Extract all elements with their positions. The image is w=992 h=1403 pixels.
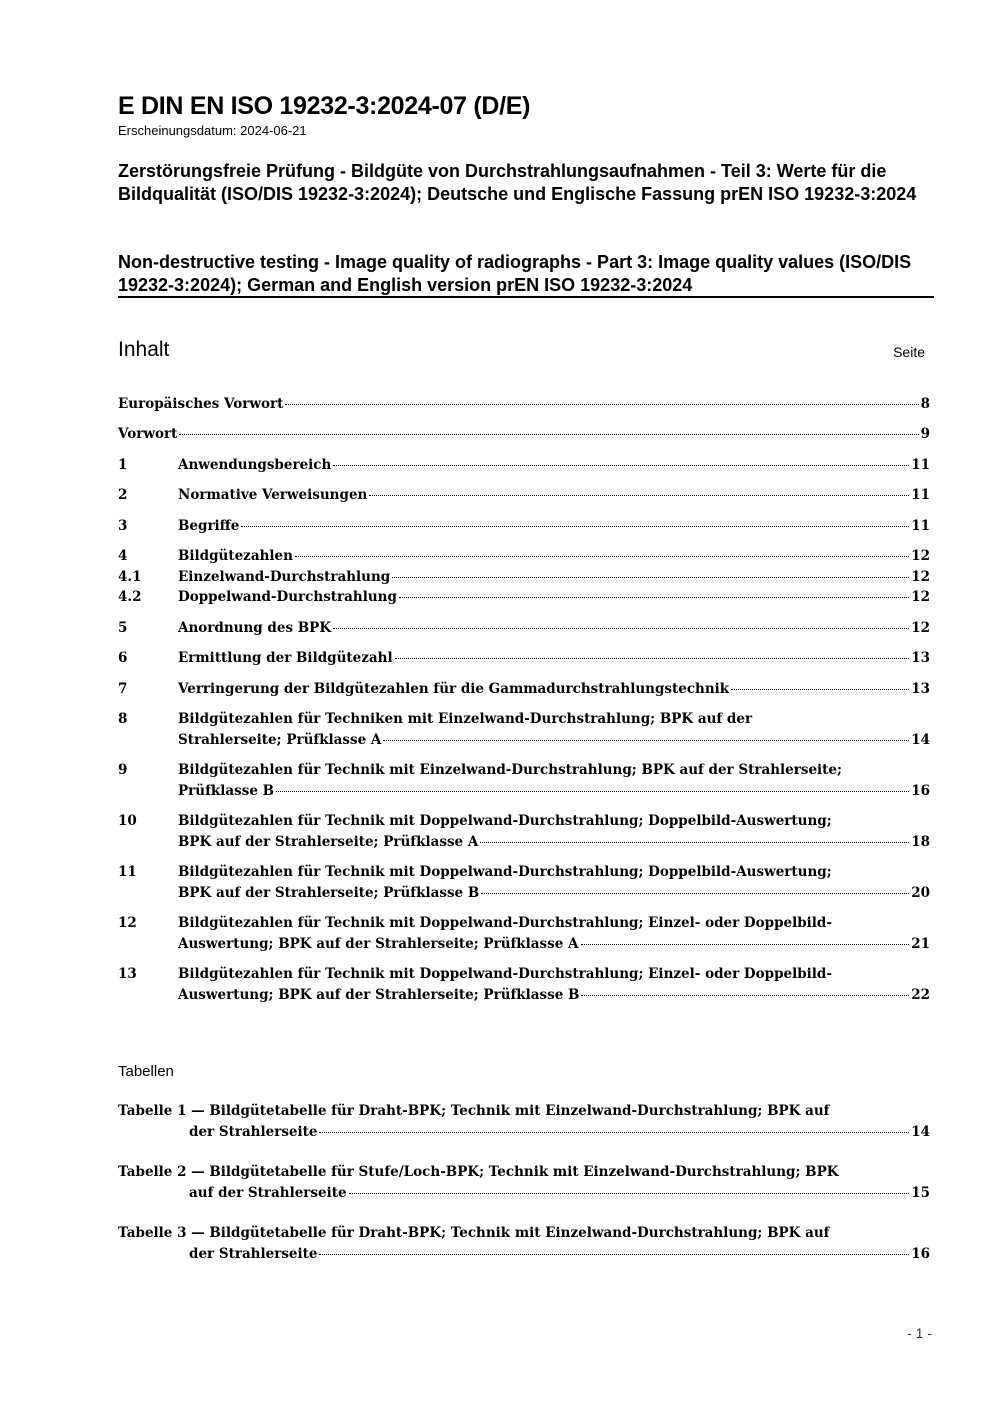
- toc-entry-title: Vorwort: [118, 426, 178, 442]
- toc-entry[interactable]: [118, 394, 930, 415]
- toc-entry[interactable]: [118, 485, 930, 506]
- toc-entry-title: Prüfklasse B: [178, 783, 275, 799]
- table-dot-leader: [319, 1132, 909, 1133]
- toc-page-number: 8: [920, 396, 930, 412]
- toc-entry-number: 4.1: [118, 569, 142, 585]
- table-list-entry[interactable]: [118, 1162, 930, 1204]
- toc-entry-title: Auswertung; BPK auf der Strahlerseite; Prüfklasse B: [178, 987, 580, 1003]
- toc-entry-title: Bildgütezahlen für Technik mit Doppelwand-Durchstrahlung; Doppelbild-Auswertung;: [178, 864, 832, 880]
- toc-entry-title: Normative Verweisungen: [178, 487, 368, 503]
- toc-entry[interactable]: [118, 709, 930, 751]
- toc-dot-leader: [179, 434, 918, 435]
- toc-entry-title: Auswertung; BPK auf der Strahlerseite; Prüfklasse A: [178, 936, 579, 952]
- toc-entry[interactable]: [118, 679, 930, 700]
- toc-entry-title: Verringerung der Bildgütezahlen für die Gammadurchstrahlungstechnik: [178, 681, 730, 697]
- toc-entry[interactable]: [118, 455, 930, 476]
- toc-entry[interactable]: [118, 424, 930, 445]
- toc-entry-title: Bildgütezahlen für Technik mit Einzelwand-Durchstrahlung; BPK auf der Strahlerseite;: [178, 762, 842, 778]
- toc-page-number: 12: [911, 620, 930, 636]
- toc-dot-leader: [480, 842, 909, 843]
- title-english: Non-destructive testing - Image quality of radiographs - Part 3: Image quality values (ISO/DIS 19232-3:2024); German and English version prEN ISO 19232-3:2024: [118, 252, 912, 295]
- toc-entry-title: Anwendungsbereich: [178, 457, 332, 473]
- toc-entry[interactable]: [118, 618, 930, 639]
- title-german: Zerstörungsfreie Prüfung - Bildgüte von Durchstrahlungsaufnahmen - Teil 3: Werte für die Bildqualität (ISO/DIS 19232-3:2024); Deutsche und Englische Fassung prEN ISO 19232-3:2024: [118, 161, 917, 204]
- toc-entry-number: 4.2: [118, 589, 142, 605]
- toc-entry-title: Bildgütezahlen: [178, 548, 293, 564]
- table-entry-title-continued: auf der Strahlerseite: [189, 1185, 347, 1201]
- toc-page-number: 14: [911, 732, 930, 748]
- toc-dot-leader: [392, 577, 909, 578]
- toc-entry-title: Bildgütezahlen für Technik mit Doppelwand-Durchstrahlung; Einzel- oder Doppelbild-: [178, 915, 832, 931]
- table-page-number: 16: [911, 1246, 930, 1262]
- toc-entry-title: Ermittlung der Bildgütezahl: [178, 650, 393, 666]
- toc-entry-number: 7: [118, 681, 128, 697]
- toc-dot-leader: [276, 791, 909, 792]
- toc-entry[interactable]: [118, 760, 930, 802]
- toc-entry-number: 5: [118, 620, 128, 636]
- toc-dot-leader: [581, 995, 909, 996]
- toc-entry-number: 11: [118, 864, 137, 880]
- toc-entry[interactable]: [118, 811, 930, 853]
- table-dot-leader: [319, 1254, 909, 1255]
- toc-entry-title: BPK auf der Strahlerseite; Prüfklasse A: [178, 834, 479, 850]
- table-entry-title: Tabelle 3 — Bildgütetabelle für Draht-BPK; Technik mit Einzelwand-Durchstrahlung; BPK auf: [118, 1225, 830, 1241]
- title-divider: [118, 296, 934, 298]
- toc-page-number: 20: [911, 885, 930, 901]
- toc-page-number: 12: [911, 548, 930, 564]
- page-column-heading: Seite: [893, 344, 925, 360]
- toc-page-number: 11: [911, 457, 930, 473]
- table-entry-title-continued: der Strahlerseite: [189, 1246, 318, 1262]
- table-list-entry[interactable]: [118, 1223, 930, 1265]
- toc-page-number: 12: [911, 589, 930, 605]
- toc-page-number: 16: [911, 783, 930, 799]
- toc-entry[interactable]: [118, 913, 930, 955]
- table-list-entry[interactable]: [118, 1101, 930, 1143]
- toc-entry-title: Anordnung des BPK: [178, 620, 332, 636]
- table-entry-title: Tabelle 2 — Bildgütetabelle für Stufe/Loch-BPK; Technik mit Einzelwand-Durchstrahlung; BPK: [118, 1164, 839, 1180]
- toc-entry-number: 12: [118, 915, 137, 931]
- toc-entry-title: Strahlerseite; Prüfklasse A: [178, 732, 382, 748]
- table-entry-title: Tabelle 1 — Bildgütetabelle für Draht-BPK; Technik mit Einzelwand-Durchstrahlung; BPK auf: [118, 1103, 830, 1119]
- toc-entry-number: 3: [118, 518, 128, 534]
- toc-page-number: 18: [911, 834, 930, 850]
- toc-entry-title: Bildgütezahlen für Technik mit Doppelwand-Durchstrahlung; Einzel- oder Doppelbild-: [178, 966, 832, 982]
- toc-dot-leader: [333, 465, 909, 466]
- toc-dot-leader: [383, 740, 909, 741]
- toc-entry-title: Bildgütezahlen für Techniken mit Einzelwand-Durchstrahlung; BPK auf der: [178, 711, 753, 727]
- toc-dot-leader: [241, 526, 909, 527]
- toc-entry[interactable]: [118, 964, 930, 1006]
- toc-entry[interactable]: [118, 648, 930, 669]
- toc-page-number: 12: [911, 569, 930, 585]
- table-page-number: 15: [911, 1185, 930, 1201]
- toc-entry-title: Europäisches Vorwort: [118, 396, 284, 412]
- toc-page-number: 21: [911, 936, 930, 952]
- toc-entry-number: 10: [118, 813, 137, 829]
- toc-page-number: 13: [911, 650, 930, 666]
- toc-entry[interactable]: [118, 862, 930, 904]
- table-dot-leader: [349, 1193, 910, 1194]
- toc-dot-leader: [369, 495, 909, 496]
- toc-entry-number: 4: [118, 548, 128, 564]
- toc-dot-leader: [481, 893, 909, 894]
- toc-entry[interactable]: [118, 587, 930, 608]
- toc-page-number: 11: [911, 518, 930, 534]
- document-id: E DIN EN ISO 19232-3:2024-07 (D/E): [118, 92, 531, 120]
- toc-page-number: 22: [911, 987, 930, 1003]
- toc-entry[interactable]: [118, 516, 930, 537]
- toc-dot-leader: [581, 944, 910, 945]
- publication-date: Erscheinungsdatum: 2024-06-21: [118, 123, 307, 138]
- toc-dot-leader: [295, 556, 909, 557]
- toc-dot-leader: [399, 597, 909, 598]
- toc-page-number: 13: [911, 681, 930, 697]
- toc-page-number: 9: [920, 426, 930, 442]
- toc-page-number: 11: [911, 487, 930, 503]
- toc-dot-leader: [333, 628, 909, 629]
- toc-dot-leader: [731, 689, 909, 690]
- toc-entry[interactable]: [118, 567, 930, 588]
- toc-dot-leader: [395, 658, 910, 659]
- toc-entry-number: 6: [118, 650, 128, 666]
- toc-entry-title: Einzelwand-Durchstrahlung: [178, 569, 391, 585]
- table-page-number: 14: [911, 1124, 930, 1140]
- toc-entry-number: 8: [118, 711, 128, 727]
- tables-heading: Tabellen: [118, 1063, 174, 1080]
- toc-entry-title: Doppelwand-Durchstrahlung: [178, 589, 397, 605]
- page-number: - 1 -: [907, 1325, 932, 1341]
- toc-entry-title: Begriffe: [178, 518, 240, 534]
- toc-entry-number: 9: [118, 762, 128, 778]
- toc-entry[interactable]: [118, 546, 930, 567]
- toc-entry-number: 2: [118, 487, 128, 503]
- toc-entry-number: 1: [118, 457, 128, 473]
- toc-entry-title: Bildgütezahlen für Technik mit Doppelwand-Durchstrahlung; Doppelbild-Auswertung;: [178, 813, 832, 829]
- contents-heading: Inhalt: [118, 338, 170, 361]
- toc-dot-leader: [285, 404, 918, 405]
- toc-entry-title: BPK auf der Strahlerseite; Prüfklasse B: [178, 885, 480, 901]
- table-entry-title-continued: der Strahlerseite: [189, 1124, 318, 1140]
- toc-entry-number: 13: [118, 966, 137, 982]
